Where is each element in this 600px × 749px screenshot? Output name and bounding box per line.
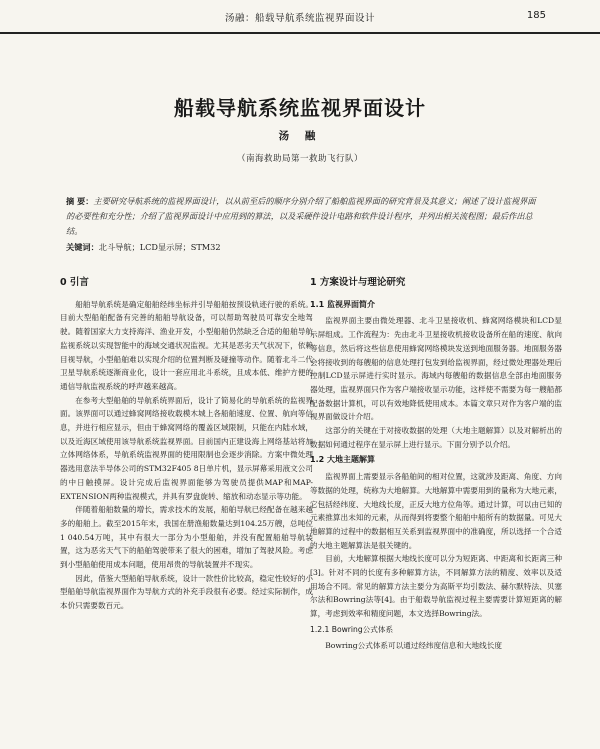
design-paragraph-1: 监视界面主要由微处理器、北斗卫星接收机、蜂窝网络模块和LCD显示屏组成。工作流程为：先由北斗卫星接收机接收设备所在船的速度、航向等信息，然后将这些信息使用蜂窝网络模块发送到地面服务器。地面服务器会将接收到的每艘船的信息处理打包发到给监视界面，经过微处理器处理后控制LCD显示屏进行实时显示。海域内每艘船的数据信息全部由地面服务器处理，监视界面只作为客户端接收显示功能，这样使不需要为每一艘船都配备数据计算机，可以有效地降低使用成本。本篇文章只对作为客户端的监视界面做设计介绍。 <box>310 316 562 422</box>
paper-affiliation: （南海救助局第一救助飞行队） <box>236 154 363 164</box>
abstract-label: 摘 要： <box>66 196 94 206</box>
abstract-text: 主要研究导航系统的监视界面设计，以从前至后的顺序分别介绍了船舶监视界面的研究背景及其意义；阐述了设计监视界面的必要性和充分性；介绍了监视界面设计中应用到的算法，以及采硬件设计电路和软件设计程序，并列出相关流程图；最后作出总结。 <box>66 196 536 236</box>
keywords-text: 北斗导航；LCD显示屏；STM32 <box>98 242 221 252</box>
intro-paragraph-3: 伴随着船舶数量的增长，需求技术的发展，船舶导航已经配备在越来越多的船舶上。截至2015年末，我国在册渔船数量达到104.25万艘，总吨位1 040.54万吨，其中有很大一部分为小型船舶，并没有配置船舶导航装置，这为恶劣天气下的船舶驾驶带来了很大的困难，增加了驾驶风险。考虑到小型船舶使用成本问题，使用昂贵的导航装置并不现实。 <box>60 505 313 570</box>
design-paragraph-5: Bowring公式体系可以通过经纬度信息和大地线长度 <box>325 640 502 650</box>
subsubsection-heading-1-2-1: 1.2.1 Bowring公式体系 <box>310 624 394 634</box>
subsection-heading-1-1: 1.1 监视界面简介 <box>310 299 375 309</box>
intro-paragraph-4: 因此，借鉴大型船舶导航系统，设计一款性价比较高，稳定性较好的小型船舶导航监视界面作为导航方式的补充手段很有必要。经过实际制作，成本价只需要数百元。 <box>60 573 313 611</box>
section-heading-introduction: 0 引言 <box>60 277 89 288</box>
running-header <box>0 0 600 34</box>
abstract <box>66 194 536 239</box>
keywords-label: 关键词： <box>66 242 99 252</box>
intro-paragraph-1: 船舶导航系统是确定船舶经纬坐标并引导船舶按预设轨迹行驶的系统。目前大型船舶配备有完善的船舶导航设备，可以帮助驾驶员可靠安全地驾驶。随着国家大力支持海洋、渔业开发，小型船舶仍然缺乏合适的船舶导航监视系统以实现智能中的海域交通状况监视。尤其是恶劣天气状况下，依赖目视导航，小型船舶难以实现介绍的位置判断及碰撞等动作。随着北斗二代卫星导航系统逐渐商业化，设计一套应用北斗系统，且成本低、维护方便的通信导航监视系统的呼声越来越高。 <box>60 299 313 391</box>
right-column <box>310 276 562 652</box>
design-paragraph-3: 监视界面上需要显示各船舶间的相对位置，这就涉及距离、角度、方向等数据的处理，统称为大地解算。大地解算中需要用到的量称为大地元素，它包括经纬度、大地线长度，正反大地方位角等。通过计算，可以由已知的元素推算出未知的元素，从而得到将要整个船舶中船所有的数据量。可见大地解算的过程中的数据相互关系到监视界面中的准确度，所以选择一个合适的大地主题解算法是很关键的。 <box>310 472 562 550</box>
keywords <box>66 240 536 255</box>
design-paragraph-2: 这部分的关键在于对接收数据的处理（大地主题解算）以及对解析出的数据如何通过程序在显示屏上进行显示。下面分别予以介绍。 <box>310 426 562 449</box>
subsection-heading-1-2: 1.2 大地主题解算 <box>310 455 375 465</box>
intro-paragraph-2: 在参考大型船舶的导航系统界面后，设计了简易化的导航系统的监视界面。该界面可以通过蜂窝网络接收载模木城上各船舶速度、位置、航向等信息，并进行相应显示，但由于蜂窝网络的覆盖区域限制，只能在内陆水域，以及近海区域使用该导航系统监视界面。目前国内正建设海上网络基站将加立体网络体系，导航系统监视界面的使用限制也会逐步消除。方案中微处理器选用意法半导体公司的STM32F405 8日单片机，显示屏幕采用液文公司的中日触摸屏。设计完成后监视界面能够为驾驶员提供MAP和MAP-EXTENSION两种监视模式，并具有罗盘旋转、缩放和动态显示等功能。 <box>60 395 313 501</box>
design-paragraph-4: 目前，大地解算根据大地线长度可以分为短距离、中距离和长距离三种[3]。针对不同的长度有多种解算方法，不同解算方法的精度、效率以及适用场合不同。常见的解算方法主要分为高斯平均引数法、赫尔默特法、贝塞尔法和Bowring法等[4]。由于船载导航监视过程主要需要计算短距离的解算，考虑到效率和精度问题，本文选择Bowring法。 <box>310 554 562 619</box>
paper-title: 船载导航系统监视界面设计 <box>174 96 426 120</box>
paper-author: 汤 融 <box>278 130 322 142</box>
section-heading-design: 1 方案设计与理论研究 <box>310 277 406 288</box>
running-title: 汤融：船载导航系统监视界面设计 <box>224 13 375 24</box>
left-column <box>60 276 313 613</box>
page-number: 185 <box>526 10 546 21</box>
